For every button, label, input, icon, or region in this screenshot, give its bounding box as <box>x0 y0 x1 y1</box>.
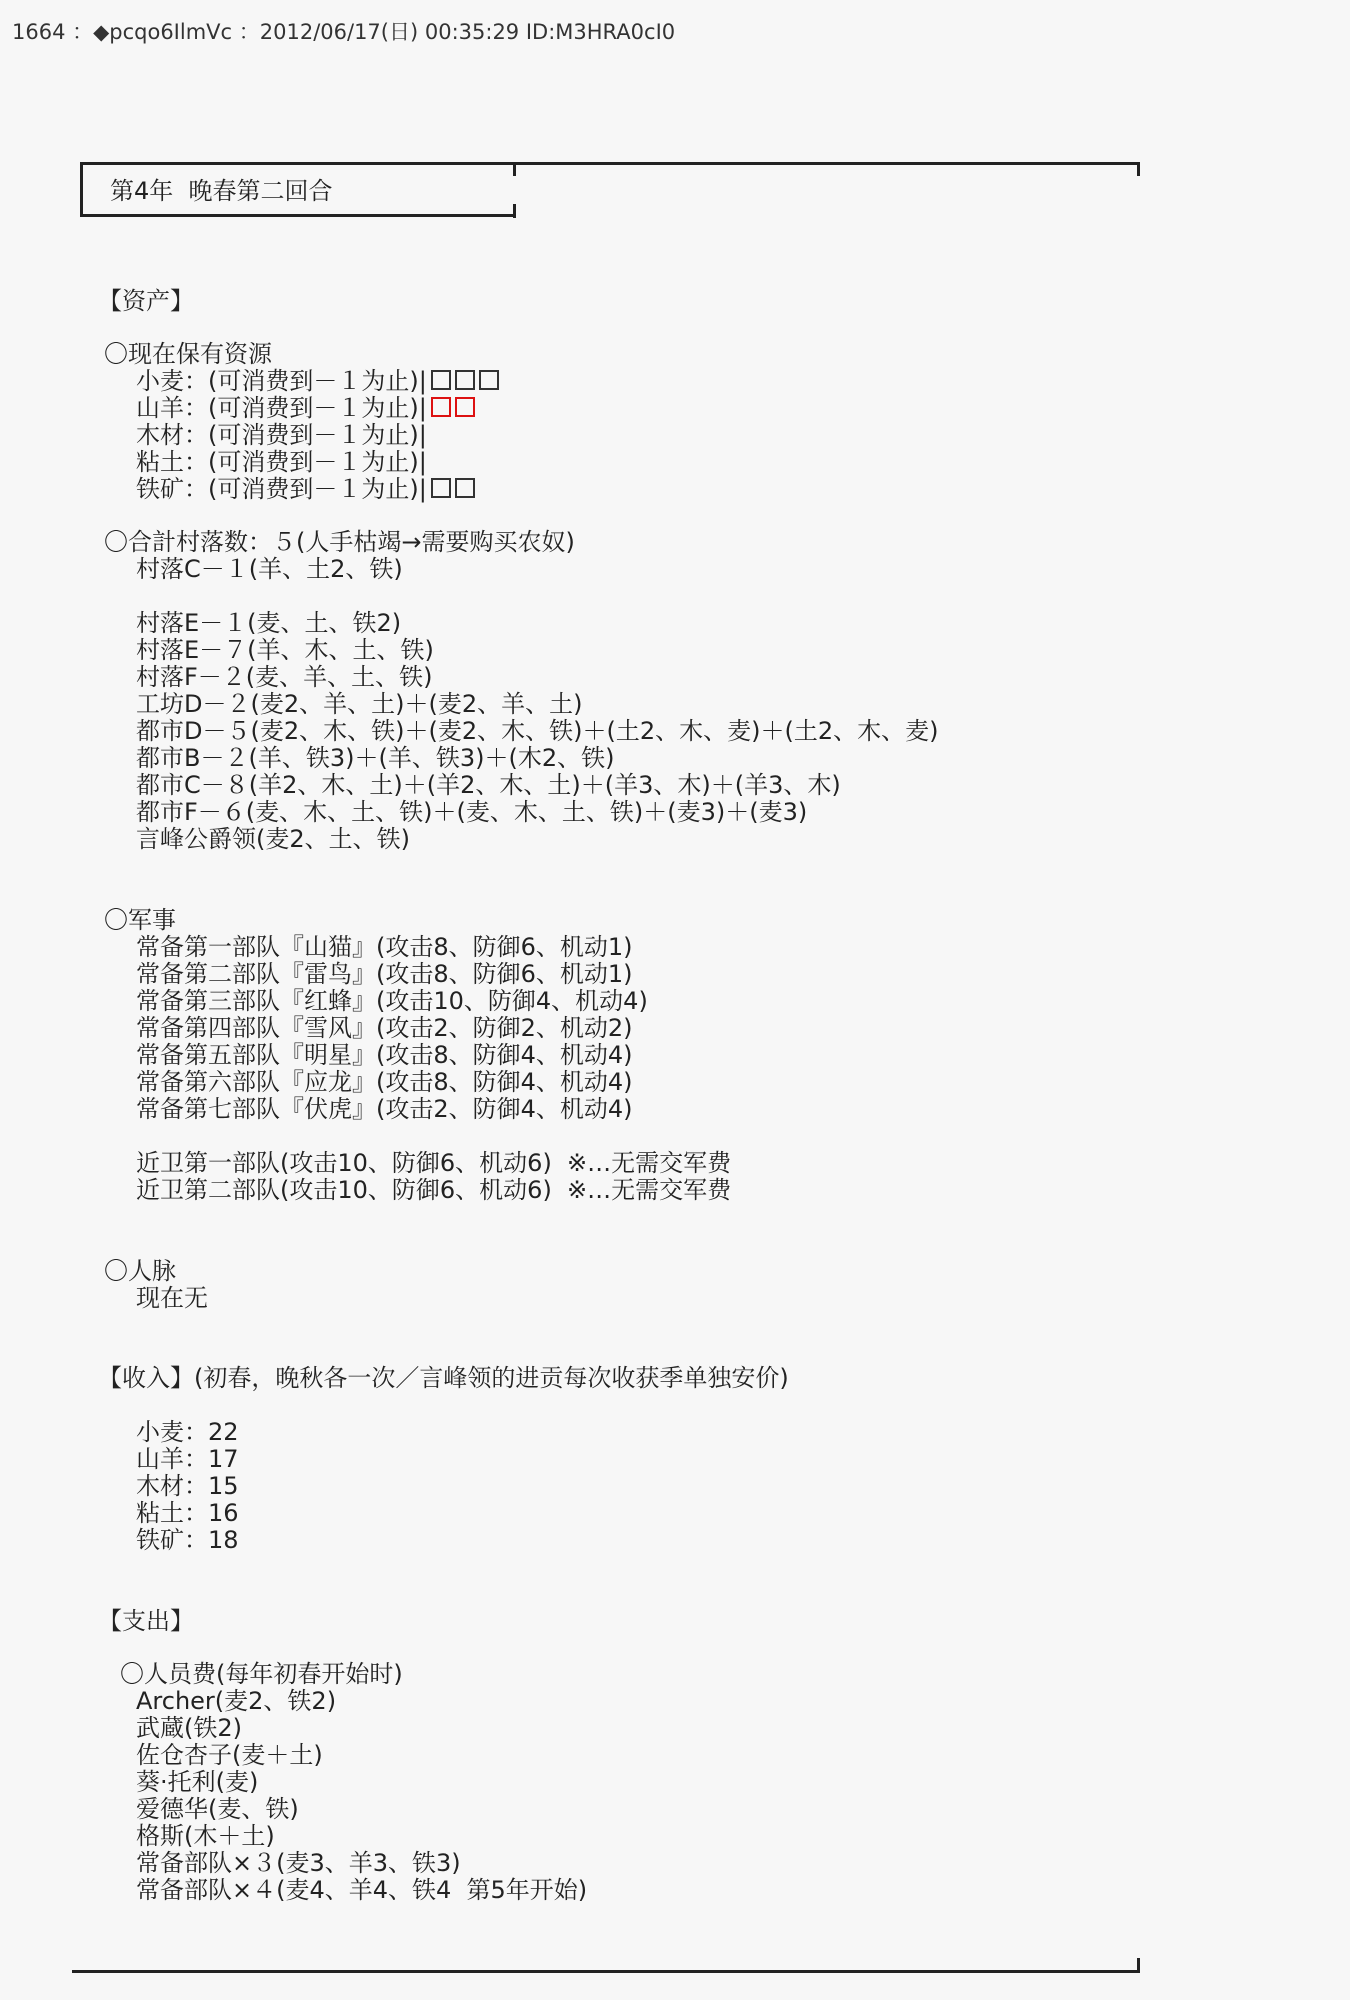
village-item: 都市F－６(麦、木、土、铁)＋(麦、木、土、铁)＋(麦3)＋(麦3) <box>136 798 808 826</box>
title-box-bottom-line <box>80 214 516 217</box>
resource-label: 山羊：(可消费到－１为止)| <box>136 394 427 422</box>
expense-item: 常备部队×４(麦4、羊4、铁4 第5年开始) <box>136 1876 588 1904</box>
resource-row <box>136 476 475 503</box>
village-item: 村落F－２(麦、羊、土、铁) <box>136 663 433 691</box>
military-unit: 常备第六部队『应龙』(攻击8、防御4、机动4) <box>136 1068 633 1096</box>
village-item: 言峰公爵领(麦2、土、铁) <box>136 825 410 853</box>
resource-box-icon <box>431 397 451 417</box>
military-unit: 常备第一部队『山猫』(攻击8、防御6、机动1) <box>136 933 633 961</box>
resource-row <box>136 422 427 449</box>
villages-heading: 〇合計村落数：５(人手枯竭→需要购买农奴) <box>104 528 575 556</box>
military-unit: 常备第二部队『雷鸟』(攻击8、防御6、机动1) <box>136 960 633 988</box>
resource-label: 铁矿：(可消费到－１为止)| <box>136 475 427 503</box>
military-unit: 常备第五部队『明星』(攻击8、防御4、机动4) <box>136 1041 633 1069</box>
village-item: 都市B－２(羊、铁3)＋(羊、铁3)＋(木2、铁) <box>136 744 615 772</box>
resource-label: 木材：(可消费到－１为止)| <box>136 421 427 449</box>
resources-heading: 〇现在保有资源 <box>104 340 272 368</box>
village-item: 都市C－８(羊2、木、土)＋(羊2、木、土)＋(羊3、木)＋(羊3、木) <box>136 771 841 799</box>
income-heading: 【收入】(初春，晚秋各一次／言峰领的进贡每次收获季单独安价) <box>98 1364 789 1392</box>
military-unit: 近卫第二部队(攻击10、防御6、机动6) ※…无需交军费 <box>136 1176 732 1204</box>
expense-item: Archer(麦2、铁2) <box>136 1687 337 1715</box>
resource-box-icon <box>431 478 451 498</box>
frame-bottom-line <box>72 1970 1140 1973</box>
frame-bottom-right-tick <box>1137 1958 1140 1972</box>
village-item: 工坊D－２(麦2、羊、土)＋(麦2、羊、土) <box>136 690 583 718</box>
military-unit: 常备第三部队『红蜂』(攻击10、防御4、机动4) <box>136 987 648 1015</box>
title-box-text: 第4年 晚春第二回合 <box>110 177 333 205</box>
connection-item: 现在无 <box>136 1284 208 1312</box>
frame-mid-tick <box>513 162 516 176</box>
expense-item: 常备部队×３(麦3、羊3、铁3) <box>136 1849 461 1877</box>
income-item: 粘土：16 <box>136 1499 239 1527</box>
military-heading: 〇军事 <box>104 906 176 934</box>
frame-top-line <box>80 162 1140 165</box>
resource-box-icon <box>455 397 475 417</box>
income-item: 小麦：22 <box>136 1418 239 1446</box>
expense-item: 格斯(木＋土) <box>136 1822 275 1850</box>
resource-row <box>136 395 475 422</box>
resource-row <box>136 449 427 476</box>
connections-heading: 〇人脉 <box>104 1257 176 1285</box>
resource-box-icon <box>479 370 499 390</box>
resource-box-icon <box>431 370 451 390</box>
income-item: 山羊：17 <box>136 1445 239 1473</box>
income-item: 木材：15 <box>136 1472 239 1500</box>
expense-item: 葵·托利(麦) <box>136 1768 259 1796</box>
military-unit: 常备第四部队『雪风』(攻击2、防御2、机动2) <box>136 1014 633 1042</box>
military-unit: 近卫第一部队(攻击10、防御6、机动6) ※…无需交军费 <box>136 1149 732 1177</box>
military-unit: 常备第七部队『伏虎』(攻击2、防御4、机动4) <box>136 1095 633 1123</box>
income-item: 铁矿：18 <box>136 1526 239 1554</box>
expense-item: 武蔵(铁2) <box>136 1714 242 1742</box>
expense-item: 佐仓杏子(麦＋土) <box>136 1741 323 1769</box>
resource-row <box>136 368 499 395</box>
frame-right-tick <box>1137 162 1140 176</box>
resource-box-icon <box>455 478 475 498</box>
post-header: 1664 ：◆pcqo6IlmVc ：2012/06/17(日) 00:35:29 ID:M3HRA0cI0 <box>12 20 676 44</box>
village-item: 村落C－１(羊、土2、铁) <box>136 555 403 583</box>
resource-label: 小麦：(可消费到－１为止)| <box>136 367 427 395</box>
resource-box-icon <box>455 370 475 390</box>
expense-item: 爱德华(麦、铁) <box>136 1795 299 1823</box>
village-item: 都市D－５(麦2、木、铁)＋(麦2、木、铁)＋(土2、木、麦)＋(土2、木、麦) <box>136 717 939 745</box>
frame-left-tick <box>80 162 83 216</box>
assets-heading: 【资产】 <box>98 287 194 315</box>
village-item: 村落E－１(麦、土、铁2) <box>136 609 402 637</box>
resource-label: 粘土：(可消费到－１为止)| <box>136 448 427 476</box>
expense-heading: 【支出】 <box>98 1607 194 1635</box>
village-item: 村落E－７(羊、木、土、铁) <box>136 636 434 664</box>
expense-sub-heading: 〇人员费(每年初春开始时) <box>120 1660 403 1688</box>
